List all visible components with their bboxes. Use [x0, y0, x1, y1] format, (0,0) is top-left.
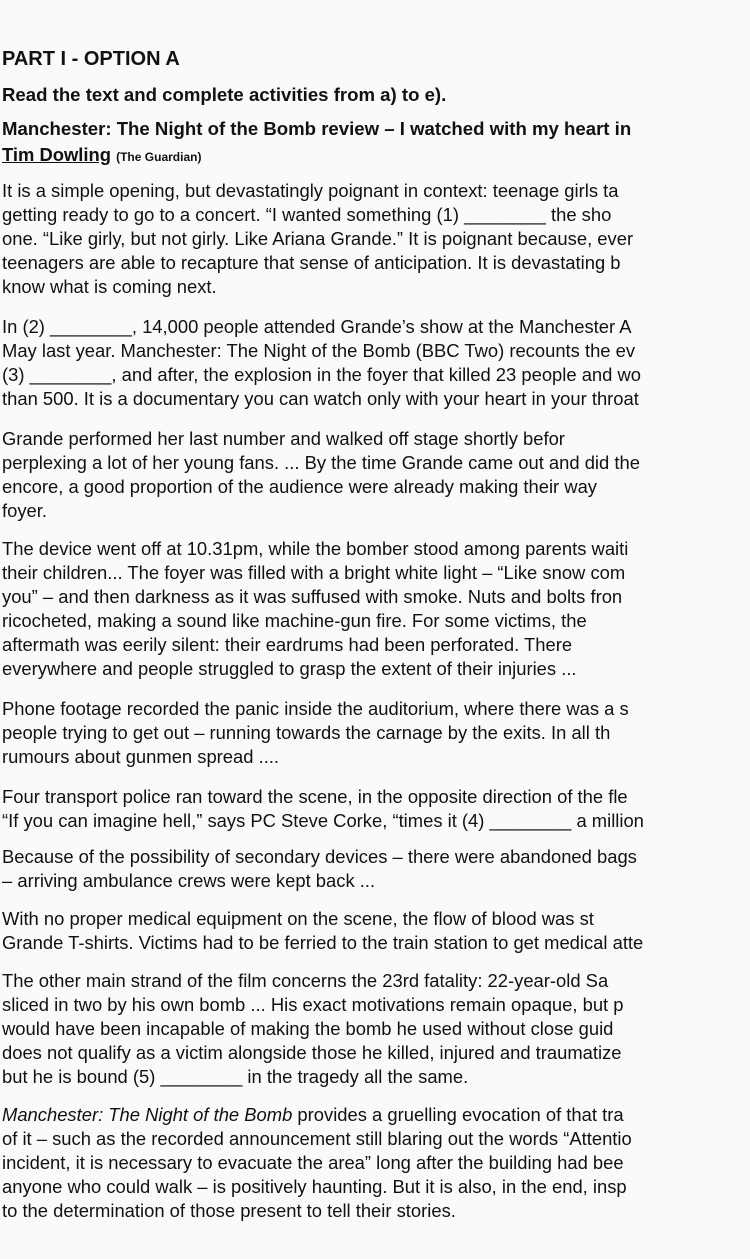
- paragraph-9-line-1: The other main strand of the film concerns the 23rd fatality: 22-year-old Sa: [2, 970, 609, 991]
- paragraph-9-line-2: sliced in two by his own bomb ... His exact motivations remain opaque, but p: [2, 994, 624, 1015]
- article-title: Manchester: The Night of the Bomb review – I watched with my heart in: [2, 118, 632, 139]
- paragraph-4-line-2: their children... The foyer was filled with a bright white light – “Like snow com: [2, 562, 626, 583]
- paragraph-5-line-3: rumours about gunmen spread ....: [2, 746, 280, 767]
- paragraph-6-line-2: “If you can imagine hell,” says PC Steve Corke, “times it (4) ________ a million: [2, 810, 644, 831]
- paragraph-9-line-4: does not qualify as a victim alongside those he killed, injured and traumatize: [2, 1042, 622, 1063]
- part-heading: PART I - OPTION A: [2, 48, 180, 70]
- paragraph-1-line-3: one. “Like girly, but not girly. Like Ariana Grande.” It is poignant because, ever: [2, 228, 634, 249]
- paragraph-2-line-2: May last year. Manchester: The Night of the Bomb (BBC Two) recounts the ev: [2, 340, 636, 361]
- paragraph-10-line-3: incident, it is necessary to evacuate the area” long after the building had bee: [2, 1152, 624, 1173]
- paragraph-8-line-1: With no proper medical equipment on the scene, the flow of blood was st: [2, 908, 594, 929]
- paragraph-7-line-1: Because of the possibility of secondary devices – there were abandoned bags: [2, 846, 637, 867]
- paragraph-1-line-1: It is a simple opening, but devastatingly poignant in context: teenage girls ta: [2, 180, 619, 201]
- paragraph-1-line-4: teenagers are able to recapture that sense of anticipation. It is devastating b: [2, 252, 621, 273]
- paragraph-2-line-1: In (2) ________, 14,000 people attended Grande’s show at the Manchester A: [2, 316, 632, 337]
- instructions-heading: Read the text and complete activities from a) to e).: [2, 84, 447, 105]
- paragraph-10-line-2: of it – such as the recorded announcement still blaring out the words “Attentio: [2, 1128, 632, 1149]
- paragraph-10-line-4: anyone who could walk – is positively haunting. But it is also, in the end, insp: [2, 1176, 627, 1197]
- paragraph-3-line-3: encore, a good proportion of the audience were already making their way: [2, 476, 597, 497]
- paragraph-4-line-1: The device went off at 10.31pm, while the bomber stood among parents waiti: [2, 538, 629, 559]
- paragraph-10-line-5: to the determination of those present to tell their stories.: [2, 1200, 456, 1221]
- paragraph-3-line-2: perplexing a lot of her young fans. ... By the time Grande came out and did the: [2, 452, 640, 473]
- paragraph-4-line-3: you” – and then darkness as it was suffused with smoke. Nuts and bolts fron: [2, 586, 623, 607]
- paragraph-3-line-1: Grande performed her last number and walked off stage shortly befor: [2, 428, 565, 449]
- paragraph-4-line-5: aftermath was eerily silent: their eardrums had been perforated. There: [2, 634, 573, 655]
- paragraph-1-line-5: know what is coming next.: [2, 276, 217, 297]
- film-title-italic: Manchester: The Night of the Bomb: [2, 1104, 293, 1125]
- paragraph-5-line-2: people trying to get out – running towards the carnage by the exits. In all th: [2, 722, 611, 743]
- paragraph-3-line-4: foyer.: [2, 500, 47, 521]
- paragraph-1-line-2: getting ready to go to a concert. “I wanted something (1) ________ the sho: [2, 204, 612, 225]
- paragraph-5-line-1: Phone footage recorded the panic inside the auditorium, where there was a s: [2, 698, 629, 719]
- paragraph-4-line-4: ricocheted, making a sound like machine-gun fire. For some victims, the: [2, 610, 587, 631]
- paragraph-4-line-6: everywhere and people struggled to grasp the extent of their injuries ...: [2, 658, 577, 679]
- paragraph-7-line-2: – arriving ambulance crews were kept back ...: [2, 870, 376, 891]
- byline: [2, 144, 201, 168]
- paragraph-10-line-1: [2, 1104, 624, 1126]
- author-name: Tim Dowling: [2, 144, 111, 165]
- paragraph-9-line-3: would have been incapable of making the bomb he used without close guid: [2, 1018, 614, 1039]
- paragraph-6-line-1: Four transport police ran toward the scene, in the opposite direction of the fle: [2, 786, 628, 807]
- paragraph-9-line-5: but he is bound (5) ________ in the tragedy all the same.: [2, 1066, 469, 1087]
- paragraph-2-line-4: than 500. It is a documentary you can watch only with your heart in your throat: [2, 388, 639, 409]
- source-label: (The Guardian): [116, 150, 202, 164]
- paragraph-8-line-2: Grande T-shirts. Victims had to be ferried to the train station to get medical atte: [2, 932, 644, 953]
- paragraph-2-line-3: (3) ________, and after, the explosion in the foyer that killed 23 people and wo: [2, 364, 642, 385]
- paragraph-10-line-1-rest: provides a gruelling evocation of that tra: [292, 1104, 624, 1125]
